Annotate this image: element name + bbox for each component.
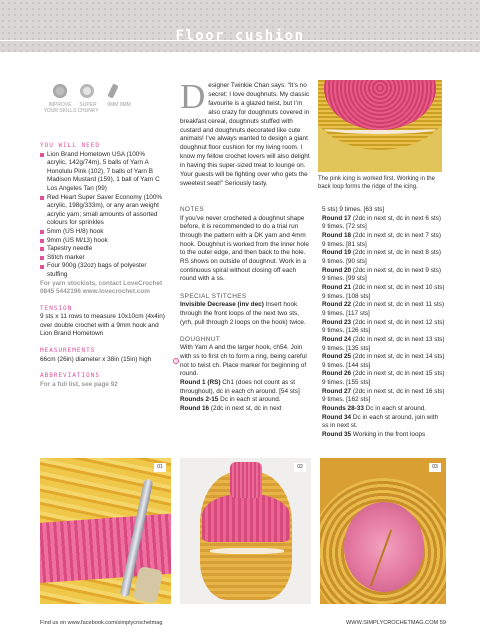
pink-icing: [202, 494, 290, 542]
round-row: [180, 405, 313, 414]
intro-paragraph: [180, 77, 315, 189]
materials-item: Stitch marker: [40, 254, 166, 263]
round-row: [322, 267, 446, 284]
stitch-description: Insert hook through the front loops of the next two sts, (yrh, pull through 2 loops on the hook) twice.: [180, 301, 306, 326]
icing-trim: [324, 124, 436, 134]
materials-item: 9mm (US M/13) hook: [40, 237, 166, 246]
round-text: (2dc in next st, dc in next 6 sts) 9 times. [72 sts]: [322, 214, 441, 231]
round-text: (2dc in next st, dc in next 15 sts) 9 times. [155 sts]: [322, 370, 445, 387]
intro-text: esigner Twinkie Chan says: “It’s no secret: I love doughnuts. My classic favourite is a glazed twist, but I’m also crazy for doughnuts covered in breakfast cereal, doughnuts stuffed with custard and doughnuts decorated like cute animals! I’ve always wanted to design a giant doughnut floor cushion for my living room. I know my fellow crochet lovers will also delight in having this super-sized treat to lounge on. Your guests will be fighting over who gets the sweetest seat!” Seriously tasty.: [180, 82, 310, 187]
materials-item: Lion Brand Hometown USA (100% acrylic, 142g/74m), 5 balls of Yarn A Honolulu Pink (102), 7 balls of Yarn B Madison Mustard (159), 1 ball of Yarn C Los Angeles Tan (99): [40, 151, 166, 194]
tan-stripe: [210, 548, 284, 554]
round-label: Round 22: [322, 301, 352, 309]
tag-label-skills: IMPROVE YOUR SKILLS: [43, 102, 77, 114]
doughnut-intro: With Yarn A and the larger hook, ch54. Join with ss to first ch to form a ring, being careful not to twist ch. Place marker for beginning of round.: [180, 344, 307, 378]
hook-icon: [107, 83, 118, 98]
round-label: Round 18: [322, 231, 352, 239]
round-row: [180, 396, 313, 405]
abbreviations-heading: ABBREVIATIONS: [40, 372, 100, 380]
round-text: Dc in each st around, join with ss in next st.: [322, 413, 439, 430]
notes-heading: NOTES: [180, 206, 205, 213]
continued-text: 5 sts) 9 times. [63 sts]: [322, 206, 385, 213]
tension-text: 9 sts x 11 rows to measure 10x10cm (4x4in) over double crochet with a 9mm hook and Lion Brand Hometown: [40, 313, 165, 338]
round-row: [180, 379, 313, 396]
tag-label-chunky: SUPER CHUNKY: [77, 102, 99, 114]
hero-caption: The pink icing is worked first. Working in the back loop forms the ridge of the icing.: [318, 176, 435, 190]
step-marker: 1: [174, 358, 178, 363]
round-label: Round 25: [322, 353, 352, 361]
round-text: (2dc in next st, dc in next 14 sts) 9 times. [144 sts]: [322, 353, 445, 369]
round-row: [322, 249, 446, 266]
special-stitches-heading: SPECIAL STITCHES: [180, 292, 247, 300]
round-row: [322, 370, 446, 387]
round-row: [322, 353, 446, 370]
hero-photo: [318, 80, 442, 172]
tag-label-hook: 9MM 9MM: [107, 102, 131, 108]
round-text: (2dc in next st, dc in next 12 sts) 9 times. [126 sts]: [322, 318, 445, 335]
round-text: (2dc in next st, dc in next 13 sts) 9 times. [135 sts]: [322, 335, 445, 352]
round-label: Round 17: [322, 214, 352, 222]
title-band: [0, 0, 480, 52]
round-label: Round 1 (RS): [180, 379, 221, 387]
round-label: Round 20: [322, 266, 352, 274]
step-photo-01: [40, 458, 171, 604]
photo-number: 03: [429, 463, 441, 472]
round-row: [322, 431, 446, 440]
round-row: [322, 301, 446, 318]
dropcap: D: [180, 77, 206, 116]
round-row: [322, 232, 446, 249]
round-text: Working in the front loops: [351, 431, 426, 439]
abbreviations-text: For a full list, see page 92: [40, 380, 118, 388]
round-label: Rounds 28-33: [322, 405, 364, 413]
round-label: Round 34: [322, 413, 352, 421]
materials-item: 5mm (US H/8) hook: [40, 228, 166, 237]
step-photo-03: [320, 458, 446, 604]
step-photo-02: [180, 458, 311, 604]
round-text: (2dc in next st, dc in next 8 sts) 9 times. [90 sts]: [322, 249, 441, 265]
round-text: Dc in each st around.: [218, 396, 281, 404]
skill-tag: [40, 84, 134, 122]
round-text: Dc in each st around.: [363, 405, 427, 413]
round-text: (2dc in next st, dc in next: [209, 405, 282, 413]
tension-heading: TENSION: [40, 304, 73, 312]
round-label: Round 24: [322, 335, 352, 343]
footer-social[interactable]: Find us on www.facebook.com/simplycrochetmag: [40, 620, 163, 626]
photo-number: 01: [154, 463, 166, 472]
round-row: [322, 388, 446, 405]
measurements-heading: MEASUREMENTS: [40, 347, 96, 355]
materials-item: Red Heart Super Saver Economy (100% acrylic, 198g/333m), or any aran weight acrylic yarn; small amounts of assorted colours for sprinkles: [40, 194, 166, 228]
special-stitches-text: [180, 301, 313, 327]
round-row: [322, 319, 446, 336]
round-text: (2dc in next st, dc in next 9 sts) 9 times. [99 sts]: [322, 266, 441, 283]
round-text: (2dc in next st, dc in next 7 sts) 9 times. [81 sts]: [322, 231, 441, 248]
round-label: Round 26: [322, 370, 352, 378]
doughnut-heading: DOUGHNUT: [180, 335, 221, 343]
round-label: Round 23: [322, 318, 352, 326]
round-row: [322, 215, 446, 232]
materials-list: [40, 151, 166, 280]
pattern-column-middle: [180, 206, 313, 414]
pattern-column-right: [322, 206, 446, 440]
round-label: Round 16: [180, 405, 210, 413]
sidebar: [40, 142, 166, 389]
round-text: (2dc in next st, dc in next 16 sts) 9 times. [162 sts]: [322, 387, 445, 404]
round-row: [322, 405, 446, 414]
round-row: [322, 284, 446, 301]
photo-number: 02: [294, 463, 306, 472]
chunky-yarn-icon: [80, 84, 94, 98]
round-label: Round 27: [322, 387, 352, 395]
round-label: Round 21: [322, 283, 352, 291]
page-title: Floor cushion: [175, 28, 305, 44]
round-text: (2dc in next st, dc in next 11 sts) 9 times. [117 sts]: [322, 301, 445, 317]
notes-text: If you’ve never crocheted a doughnut shape before, it is recommended to do a trial run through the pattern with a DK yarn and 4mm hook. Doughnut is worked from the inner hole to the outer edge, and then back to the hole. RS shows on outside of doughnut. Work in a continuous spiral without closing off each round with a ss.: [180, 214, 309, 283]
round-text: (2dc in next st, dc in next 10 sts) 9 times. [108 sts]: [322, 283, 445, 300]
round-row: [322, 414, 446, 431]
footer-site-page: WWW.SIMPLYCROCHETMAG.COM 59: [346, 620, 446, 626]
stitch-term: Invisible Decrease (inv dec): [180, 301, 264, 309]
stockists-link[interactable]: For yarn stockists, contact LoveCrochet 0845 5442196 www.lovecrochet.com: [40, 279, 163, 296]
materials-item: Four 900g (32oz) bags of polyester stuffing: [40, 262, 166, 279]
yarn-ball-icon: [53, 84, 67, 98]
materials-item: Tapestry needle: [40, 245, 166, 254]
pink-neck: [230, 462, 262, 498]
round-label: Round 35: [322, 431, 352, 439]
round-label: Rounds 2-15: [180, 396, 219, 404]
measurements-text: 66cm (26in) diameter x 38in (15in) high: [40, 355, 152, 363]
round-row: [322, 336, 446, 353]
you-will-need-heading: YOU WILL NEED: [40, 142, 100, 149]
round-label: Round 19: [322, 249, 352, 257]
round-text: Ch1 (does not count as st throughout), dc in each ch around. [54 sts]: [180, 379, 300, 395]
